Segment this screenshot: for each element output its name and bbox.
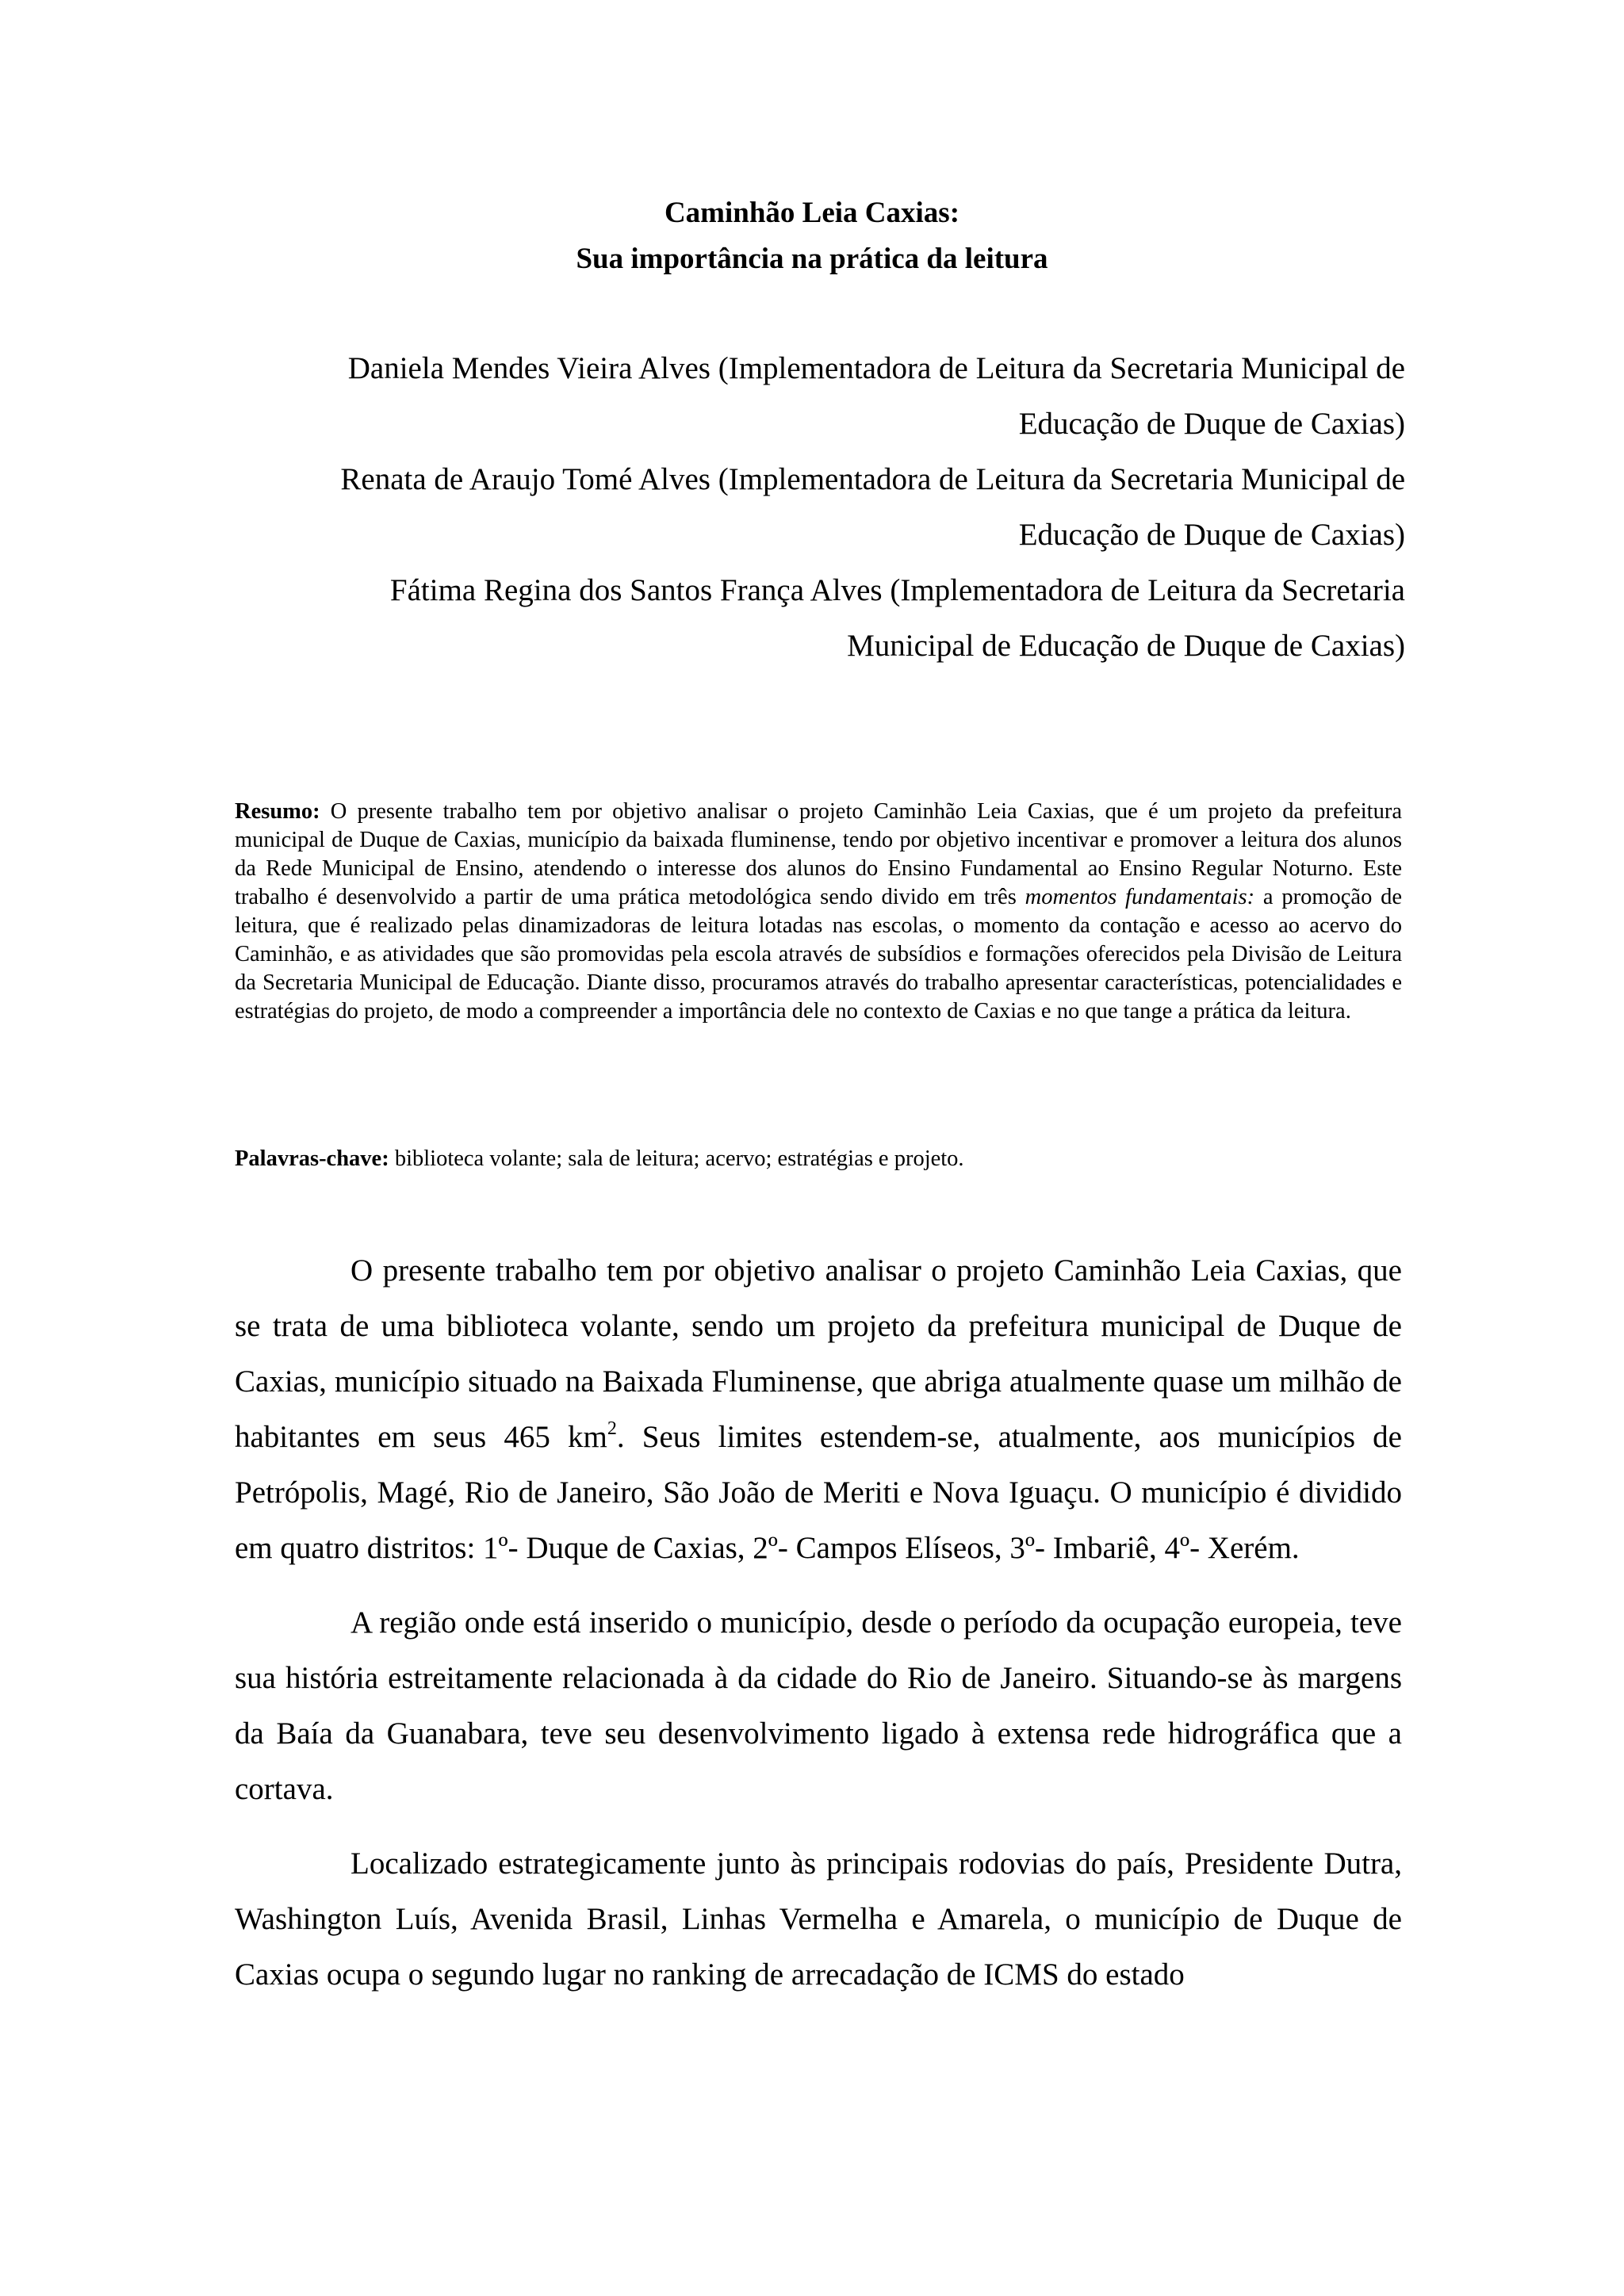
abstract-label: Resumo: (235, 799, 320, 824)
keywords (235, 1145, 1402, 1173)
author-line: Fátima Regina dos Santos França Alves (Implementadora de Leitura da Secretaria (389, 573, 1405, 607)
superscript: 2 (607, 1418, 617, 1439)
body-paragraph-3: Localizado estrategicamente junto às principais rodovias do país, Presidente Dutra, Washington Luís, Avenida Brasil, Linhas Vermelha e Amarela, o município de Duque de Caxias ocupa o segundo lugar no ranking de arrecadação de ICMS do estado (235, 1846, 1402, 1992)
abstract (235, 798, 1402, 1026)
keywords-label: Palavras-chave: (235, 1146, 389, 1171)
abstract-text-continued: a promoção de leitura, que é realizado pelas dinamizadoras de leitura lotadas nas escolas, o momento da contação e acesso ao acervo do Caminhão, e as atividades que são promovidas pela escola através de subsídios e formações oferecidos pela Divisão de Leitura da Secretaria Municipal de Educação. Diante disso, procuramos através do trabalho apresentar características, potencialidades e estratégias do projeto, de modo a compreender a importância dele no contexto de Caxias e no que tange a prática da leitura. (235, 885, 1403, 1024)
body-paragraph-1 (235, 1243, 1402, 1576)
body-paragraph-2: A região onde está inserido o município, desde o período da ocupação europeia, teve sua história estreitamente relacionada à da cidade do Rio de Janeiro. Situando-se às margens da Baía da Guanabara, teve seu desenvolvimento ligado à extensa rede hidrográfica que a cortava. (235, 1605, 1402, 1806)
author-line: Daniela Mendes Vieira Alves (Implementadora de Leitura da Secretaria Municipal de (347, 351, 1405, 385)
abstract-italic-term: momentos fundamentais: (1025, 885, 1255, 909)
abstract-text: O presente trabalho tem por objetivo analisar o projeto Caminhão Leia Caxias, que é um projeto da prefeitura municipal de Duque de Caxias, município da baixada fluminense, tendo por objetivo incentivar e promover a leitura dos alunos da Rede Municipal de Ensino, atendendo o interesse dos alunos do Ensino Fundamental ao Ensino Regular Noturno. Este trabalho é desenvolvido a partir de uma prática metodológica sendo divido em três (235, 799, 1402, 909)
author-line: Educação de Duque de Caxias) (1018, 518, 1405, 552)
keywords-text: biblioteca volante; sala de leitura; acervo; estratégias e projeto. (389, 1146, 964, 1171)
author-list (230, 341, 1405, 674)
body-paragraph-1-text: O presente trabalho tem por objetivo analisar o projeto Caminhão Leia Caxias, que se trata de uma biblioteca volante, sendo um projeto da prefeitura municipal de Duque de Caxias, município situado na Baixada Fluminense, que abriga atualmente quase um milhão de habitantes em seus 465 km (235, 1253, 1402, 1454)
author-line: Municipal de Educação de Duque de Caxias) (847, 629, 1405, 663)
author-line: Educação de Duque de Caxias) (1018, 407, 1405, 441)
body-paragraph-1-text-continued: . Seus limites estendem-se, atualmente, aos municípios de Petrópolis, Magé, Rio de Janeiro, São João de Meriti e Nova Iguaçu. O município é dividido em quatro distritos: 1º- Duque de Caxias, 2º- Campos Elíseos, 3º- Imbariê, 4º- Xerém. (235, 1420, 1402, 1565)
author-line: Renata de Araujo Tomé Alves (Implementadora de Leitura da Secretaria Municipal de (340, 462, 1405, 496)
body-text (235, 1243, 1402, 2022)
title-line-1: Caminhão Leia Caxias: (664, 197, 960, 229)
title-line-2: Sua importância na prática da leitura (576, 243, 1048, 275)
paper-title (0, 190, 1624, 282)
